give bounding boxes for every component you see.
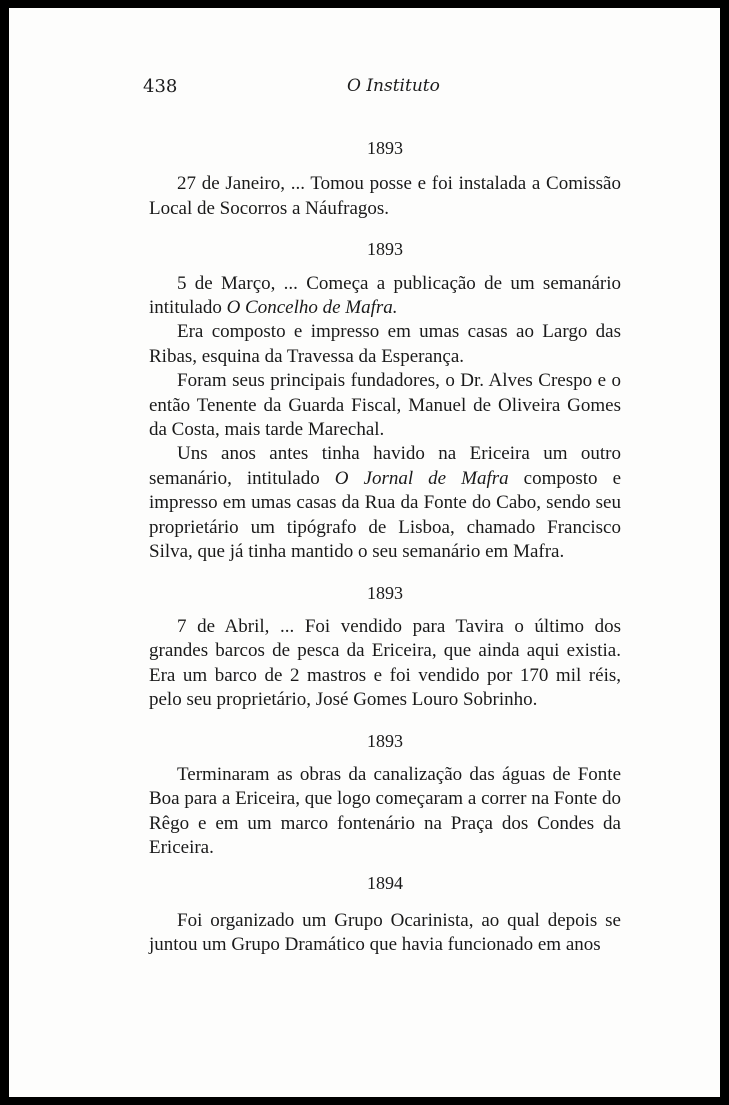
entry-paragraph — [149, 272, 621, 321]
entry-year: 1893 — [367, 730, 403, 751]
document-page — [9, 8, 720, 1097]
entry-paragraph — [149, 442, 621, 564]
running-title: O Instituto — [347, 76, 440, 96]
entry-year: 1893 — [367, 582, 403, 603]
entry-year: 1894 — [367, 872, 403, 893]
entry-text: Foi vendido para Tavira o último dos grandes barcos de pesca da Ericeira, que ainda aqui existia. Era um barco de 2 mastros e foi vendido por 170 mil réis, pelo seu proprietário, José Gomes Louro Sobrinho. — [149, 615, 622, 711]
entry-date: 5 de Março, ... — [177, 272, 298, 294]
entry-year: 1893 — [367, 138, 403, 158]
entry-date: 7 de Abril, ... — [177, 615, 295, 637]
entry-paragraph: Era composto e impresso em umas casas ao Largo das Ribas, esquina da Travessa da Esperança. — [149, 321, 621, 367]
newspaper-title: O Concelho de Mafra. — [226, 297, 398, 319]
entry-text: Tomou posse e foi instalada a Comissão Local de Socorros a Náufragos. — [149, 173, 621, 219]
entry-date: 27 de Janeiro, ... — [177, 173, 305, 195]
entry-year: 1893 — [367, 239, 403, 260]
entry-paragraph — [149, 172, 621, 221]
entry-text: Uns anos antes tinha havido na Ericeira um outro semanário, intitulado — [149, 443, 621, 489]
page-header — [9, 76, 720, 102]
entry-paragraph: Foi organizado um Grupo Ocarinista, ao qual depois se juntou um Grupo Dramático que havia funcionado em anos — [149, 909, 621, 956]
entry-paragraph: Foram seus principais fundadores, o Dr. Alves Crespo e o então Tenente da Guarda Fiscal, Manuel de Oliveira Gomes da Costa, mais tarde Marechal. — [149, 370, 621, 441]
entry-paragraph: Terminaram as obras da canalização das águas de Fonte Boa para a Ericeira, que logo começaram a correr na Fonte do Rêgo e em um marco fontenário na Praça dos Condes da Ericeira. — [149, 763, 621, 859]
page-body — [149, 136, 621, 958]
page-number: 438 — [143, 76, 178, 97]
newspaper-title: O Jornal de Mafra — [334, 467, 509, 489]
entry-text: Começa a publicação de um semanário intitulado — [149, 272, 622, 319]
entry-text: composto e impresso em umas casas da Rua da Fonte do Cabo, sendo seu proprietário um tipógrafo de Lisboa, chamado Francisco Silva, que já tinha mantido o seu semanário em Mafra. — [149, 467, 622, 563]
entry-paragraph — [149, 615, 621, 713]
